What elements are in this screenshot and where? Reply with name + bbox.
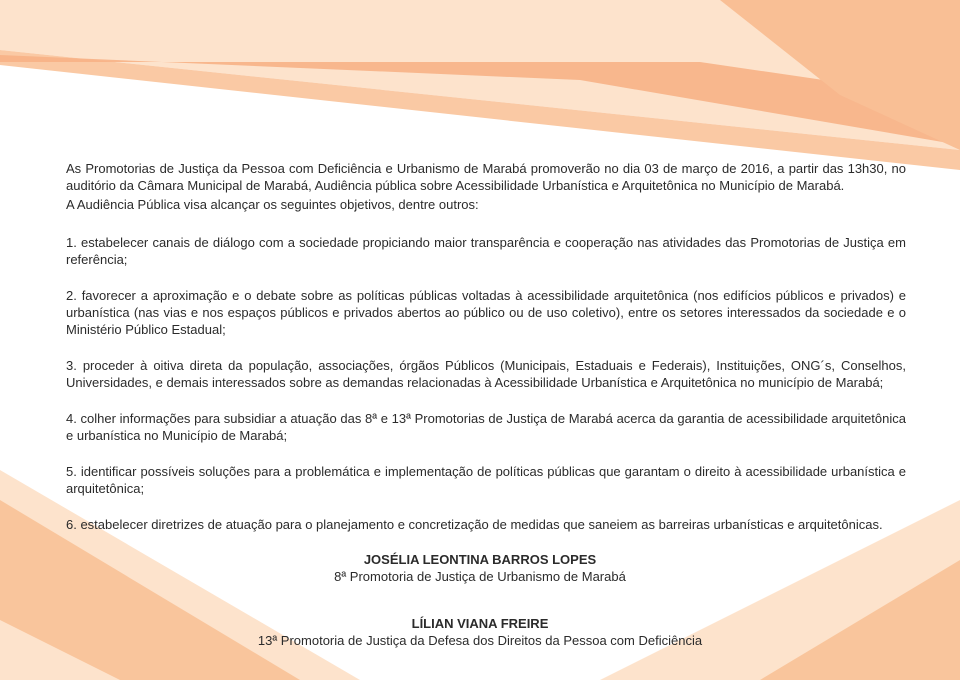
- signatory-name: JOSÉLIA LEONTINA BARROS LOPES: [363, 552, 597, 567]
- objective-item: 5. identificar possíveis soluções para a problemática e implementação de políticas públicas que garantam o direito à acessibilidade urbanística e arquitetônica;: [66, 464, 906, 496]
- signatory-name: LÍLIAN VIANA FREIRE: [411, 616, 549, 631]
- objective-item: 3. proceder à oitiva direta da população, associações, órgãos Públicos (Municipais, Estaduais e Federais), Instituições, ONG´s, Conselhos, Universidades, e demais interessados sobre as demandas relacionadas à Acessibilidade Urbanística e Arquitetônica no município de Marabá;: [66, 358, 906, 390]
- objective-item: 2. favorecer a aproximação e o debate sobre as políticas públicas voltadas à acessibilidade arquitetônica (nos edifícios públicos e privados) e urbanística (nas vias e nos espaços públicos e privados abertos ao público ou de uso coletivo), entre os setores interessados da sociedade e o Ministério Público Estadual;: [66, 288, 906, 337]
- intro-paragraph: As Promotorias de Justiça da Pessoa com Deficiência e Urbanismo de Marabá promoverão no dia 03 de março de 2016, a partir das 13h30, no auditório da Câmara Municipal de Marabá, Audiência pública sobre Acessibilidade Urbanística e Arquitetônica no Município de Marabá.: [66, 161, 906, 193]
- objective-item: 4. colher informações para subsidiar a atuação das 8ª e 13ª Promotorias de Justiça de Marabá acerca da garantia de acessibilidade arquitetônica e urbanística no Município de Marabá;: [66, 411, 906, 443]
- objectives-lead: A Audiência Pública visa alcançar os seguintes objetivos, dentre outros:: [66, 197, 479, 212]
- signature-block: [0, 615, 960, 649]
- announcement-body: [66, 160, 906, 649]
- objective-item: 1. estabelecer canais de diálogo com a sociedade propiciando maior transparência e cooperação nas atividades das Promotorias de Justiça em referência;: [66, 235, 906, 267]
- signatory-role: 8ª Promotoria de Justiça de Urbanismo de Marabá: [334, 569, 626, 584]
- objective-item: 6. estabelecer diretrizes de atuação para o planejamento e concretização de medidas que saneiem as barreiras urbanísticas e arquitetônicas.: [66, 517, 883, 532]
- signatory-role: 13ª Promotoria de Justiça da Defesa dos Direitos da Pessoa com Deficiência: [257, 633, 703, 648]
- signature-block: [0, 551, 960, 585]
